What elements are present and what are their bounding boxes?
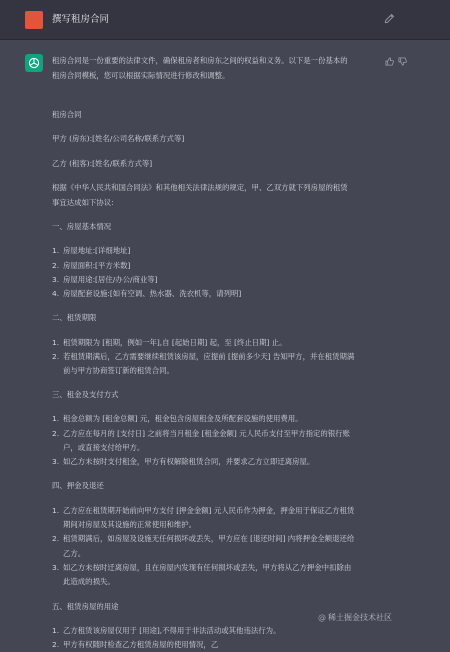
edit-icon[interactable] [384,13,395,24]
section-heading: 三、租金及支付方式 [52,390,119,399]
contract-title: 租房合同 [52,110,82,119]
assistant-message: 租房合同是一份重要的法律文件，确保租房者和房东之间的权益和义务。以下是一份基本的 租房合同模板，您可以根据实际情况进行修改和调整。 租房合同 甲方 (房东):[姓名/公司名称/联系方式等] 乙方 (租客):[姓名/联系方式等] 根据《中华人民共和国合同法》和其他相关法律法规的规定，甲、乙双方就下列房屋的租赁 事宜达成如下协议: 一、房屋基本情况 1. 房屋地址:[详细地址] 2. 房屋面积:[平方米数] 3. 房屋用途:[居住/办公/商业等] 4. 房屋配套设施:[如有空调、热水器、洗衣机等，请列明] 二、租赁期限 1. 租赁期限为 [租期，例如一年],自 [起始日期] 起，至 [终止日期] 止。 2. 若租赁期满后，乙方需要继续租赁该房屋，应提前 [提前多少天] 告知甲方，并在租赁期满 前与甲方协商签订新的租赁合同。 三、租金及支付方式 1. 租金总额为 [租金总额] 元，租金包含房屋租金及所配套设施的使用费用。 2. 乙方应在每月的 [支付日] 之前将当月租金 [租金金额] 元人民币支付至甲方指定的银行账 户，或直接支付给甲方。 3. 如乙方未按时支付租金，甲方有权解除租赁合同，并要求乙方立即迁离房屋。 四、押金及退还 1. 乙方应在租赁期开始前向甲方支付 [押金金额] 元人民币作为押金，押金用于保证乙方租赁 期间对房屋及其设施的正常使用和维护。 2. 租赁期满后，如房屋及设施无任何损坏或丢失，甲方应在 [退还时间] 内将押金全额退还给 乙方。 3. 如乙方未按时迁离房屋，且在房屋内发现有任何损坏或丢失，甲方将从乙方押金中扣除由 此造成的损失。 五、租赁房屋的用途 1. 乙方租赁该房屋仅用于 [用途],不得用于非法活动或其他违法行为。 2. 甲方有权随时检查乙方租赁房屋的使用情况，乙 [0,40,450,641]
thumbs-up-icon[interactable] [385,57,394,66]
preamble-paragraph: 根据《中华人民共和国合同法》和其他相关法律法规的规定，甲、乙双方就下列房屋的租赁 [52,183,348,192]
intro-paragraph: 租房合同模板，您可以根据实际情况进行修改和调整。 [52,71,230,80]
user-avatar [25,11,43,29]
thumbs-down-icon[interactable] [398,57,407,66]
preamble-paragraph: 事宜达成如下协议: [52,198,114,207]
party-a-line: 甲方 (房东):[姓名/公司名称/联系方式等] [52,134,185,143]
section-heading: 二、租赁期限 [52,313,97,322]
party-b-line: 乙方 (租客):[姓名/联系方式等] [52,159,153,168]
assistant-avatar [25,54,43,72]
intro-paragraph: 租房合同是一份重要的法律文件，确保租房者和房东之间的权益和义务。以下是一份基本的 [52,56,348,65]
watermark: @ 稀土掘金技术社区 [318,613,392,622]
section-heading: 五、租赁房屋的用途 [52,602,119,611]
user-message-bar [0,0,450,40]
openai-logo-icon [27,56,41,70]
section-heading: 一、房屋基本情况 [52,222,112,231]
section-heading: 四、押金及退还 [52,481,104,490]
user-prompt-text: 撰写租房合同 [52,14,110,25]
